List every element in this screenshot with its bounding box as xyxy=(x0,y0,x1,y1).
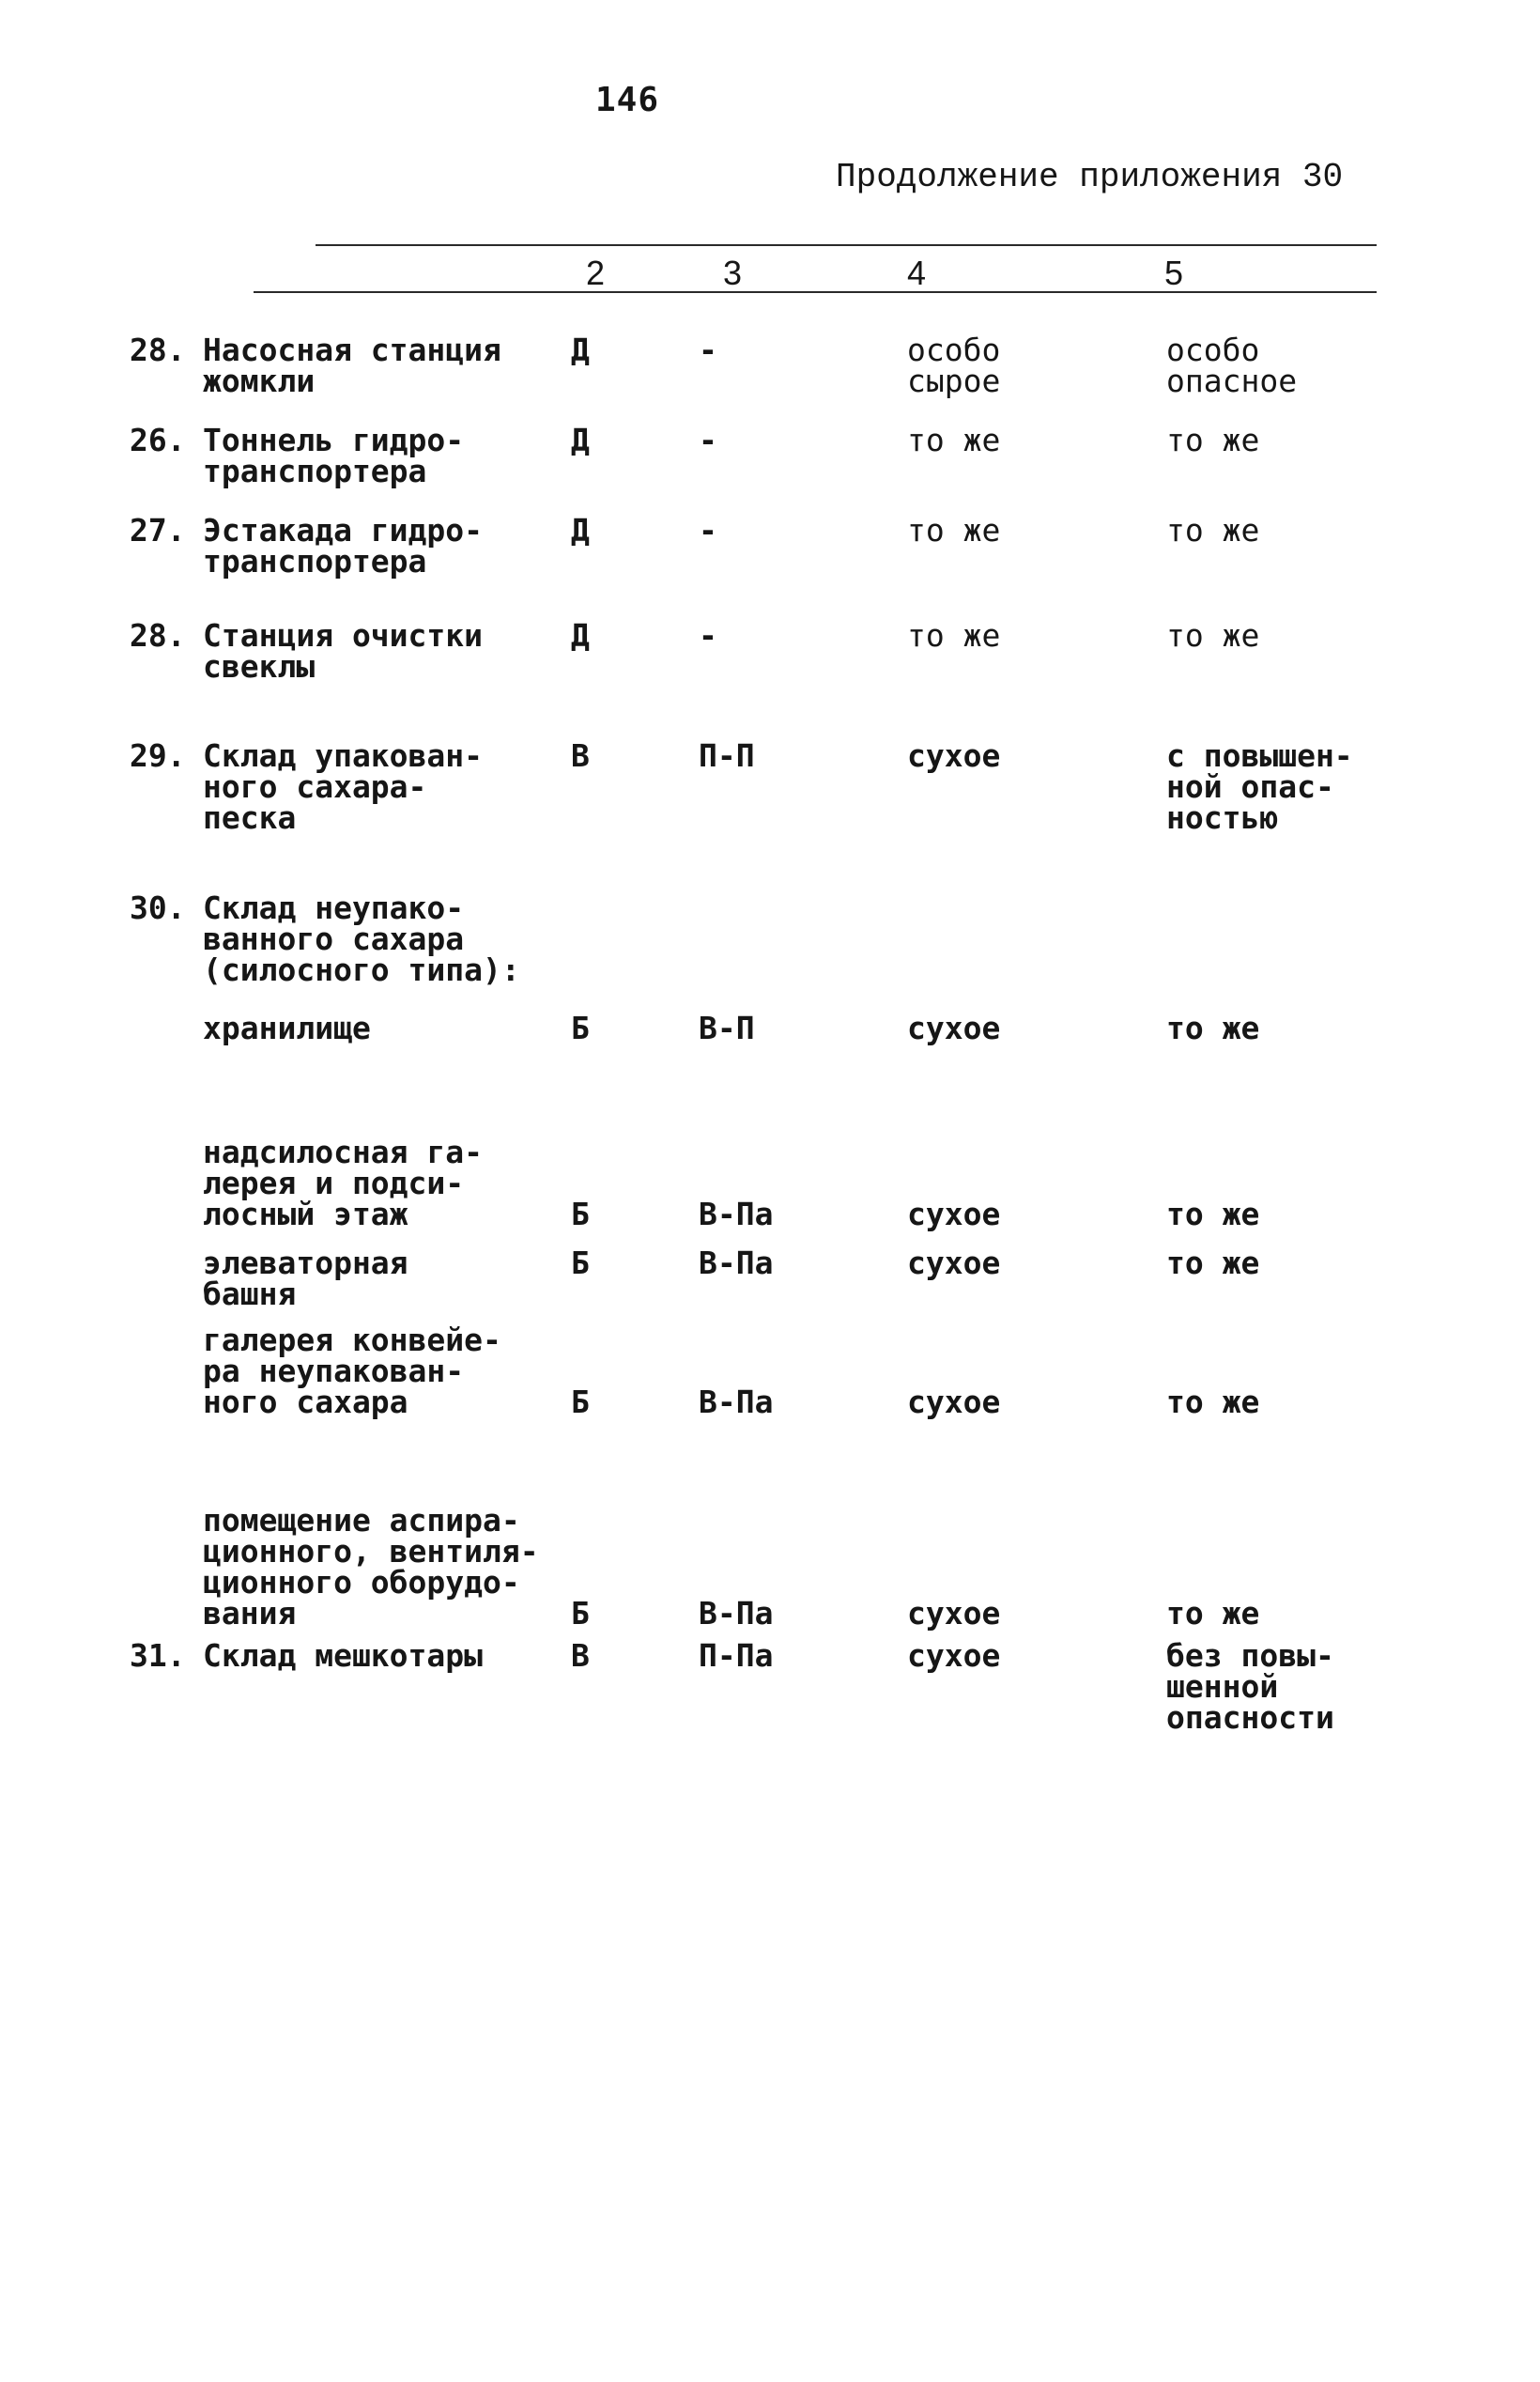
row-cell-col5: то же xyxy=(1166,1384,1260,1420)
row-cell-col3: В-П xyxy=(699,1010,755,1046)
row-cell-col4: то же xyxy=(907,617,1001,654)
row-name: Тоннель гидро- транспортера xyxy=(203,422,465,489)
row-cell-col4: сухое xyxy=(907,1384,1001,1420)
row-number: 29. xyxy=(130,737,186,774)
row-name: Склад неупако- ванного сахара (силосного типа): xyxy=(203,889,520,988)
row-number: 28. xyxy=(130,617,186,654)
row-cell-col3: В-Па xyxy=(699,1595,774,1632)
row-number: 26. xyxy=(130,422,186,458)
column-header-5: 5 xyxy=(1164,254,1184,292)
row-name: надсилосная га- лерея и подси- лосный этаж xyxy=(203,1134,484,1232)
column-header-4: 4 xyxy=(907,254,927,292)
row-cell-col2: В xyxy=(571,737,590,774)
row-number: 27. xyxy=(130,512,186,549)
column-header-3: 3 xyxy=(723,254,743,292)
row-cell-col2: Б xyxy=(571,1384,590,1420)
row-cell-col5: то же xyxy=(1166,1010,1260,1046)
row-cell-col5: то же xyxy=(1166,1196,1260,1232)
row-name: Эстакада гидро- транспортера xyxy=(203,512,484,580)
row-name: Склад упакован- ного сахара- песка xyxy=(203,737,484,836)
row-cell-col2: Б xyxy=(571,1245,590,1281)
row-cell-col5: с повышен- ной опас- ностью xyxy=(1166,737,1353,836)
row-cell-col3: - xyxy=(699,512,717,549)
row-cell-col4: то же xyxy=(907,512,1001,549)
row-cell-col3: В-Па xyxy=(699,1245,774,1281)
row-cell-col3: - xyxy=(699,332,717,368)
row-name: галерея конвейе- ра неупакован- ного сахара xyxy=(203,1322,501,1420)
row-cell-col4: сухое xyxy=(907,1595,1001,1632)
row-cell-col4: сухое xyxy=(907,1245,1001,1281)
row-name: элеваторная башня xyxy=(203,1245,408,1312)
row-number: 28. xyxy=(130,332,186,368)
row-cell-col2: Б xyxy=(571,1010,590,1046)
row-cell-col4: особо сырое xyxy=(907,332,1001,399)
row-cell-col2: Б xyxy=(571,1196,590,1232)
row-cell-col3: - xyxy=(699,422,717,458)
row-name: Станция очистки свеклы xyxy=(203,617,484,685)
row-cell-col5: то же xyxy=(1166,422,1260,458)
row-cell-col4: то же xyxy=(907,422,1001,458)
row-cell-col2: В xyxy=(571,1637,590,1674)
table-top-rule xyxy=(316,244,1377,246)
column-header-2: 2 xyxy=(586,254,606,292)
row-name: Насосная станция жомкли xyxy=(203,332,501,399)
row-cell-col3: П-П xyxy=(699,737,755,774)
row-cell-col3: П-Па xyxy=(699,1637,774,1674)
row-cell-col3: В-Па xyxy=(699,1384,774,1420)
row-cell-col2: Б xyxy=(571,1595,590,1632)
row-cell-col5: то же xyxy=(1166,1595,1260,1632)
row-name: хранилище xyxy=(203,1010,371,1046)
row-cell-col2: Д xyxy=(571,332,590,368)
row-cell-col4: сухое xyxy=(907,1196,1001,1232)
row-cell-col2: Д xyxy=(571,512,590,549)
row-cell-col4: сухое xyxy=(907,737,1001,774)
row-cell-col5: то же xyxy=(1166,1245,1260,1281)
page-number: 146 xyxy=(595,81,660,119)
row-cell-col3: В-Па xyxy=(699,1196,774,1232)
row-number: 31. xyxy=(130,1637,186,1674)
row-name: Склад мешкотары xyxy=(203,1637,484,1674)
row-cell-col2: Д xyxy=(571,617,590,654)
row-cell-col5: без повы- шенной опасности xyxy=(1166,1637,1334,1736)
row-cell-col2: Д xyxy=(571,422,590,458)
row-number: 30. xyxy=(130,889,186,926)
continuation-title: Продолжение приложения 30 xyxy=(836,158,1344,196)
row-cell-col5: особо опасное xyxy=(1166,332,1298,399)
row-cell-col5: то же xyxy=(1166,617,1260,654)
row-cell-col4: сухое xyxy=(907,1637,1001,1674)
row-cell-col5: то же xyxy=(1166,512,1260,549)
header-bottom-rule xyxy=(254,291,1377,293)
row-cell-col3: - xyxy=(699,617,717,654)
row-name: помещение аспира- ционного, вентиля- ционного оборудо- вания xyxy=(203,1502,539,1632)
row-cell-col4: сухое xyxy=(907,1010,1001,1046)
